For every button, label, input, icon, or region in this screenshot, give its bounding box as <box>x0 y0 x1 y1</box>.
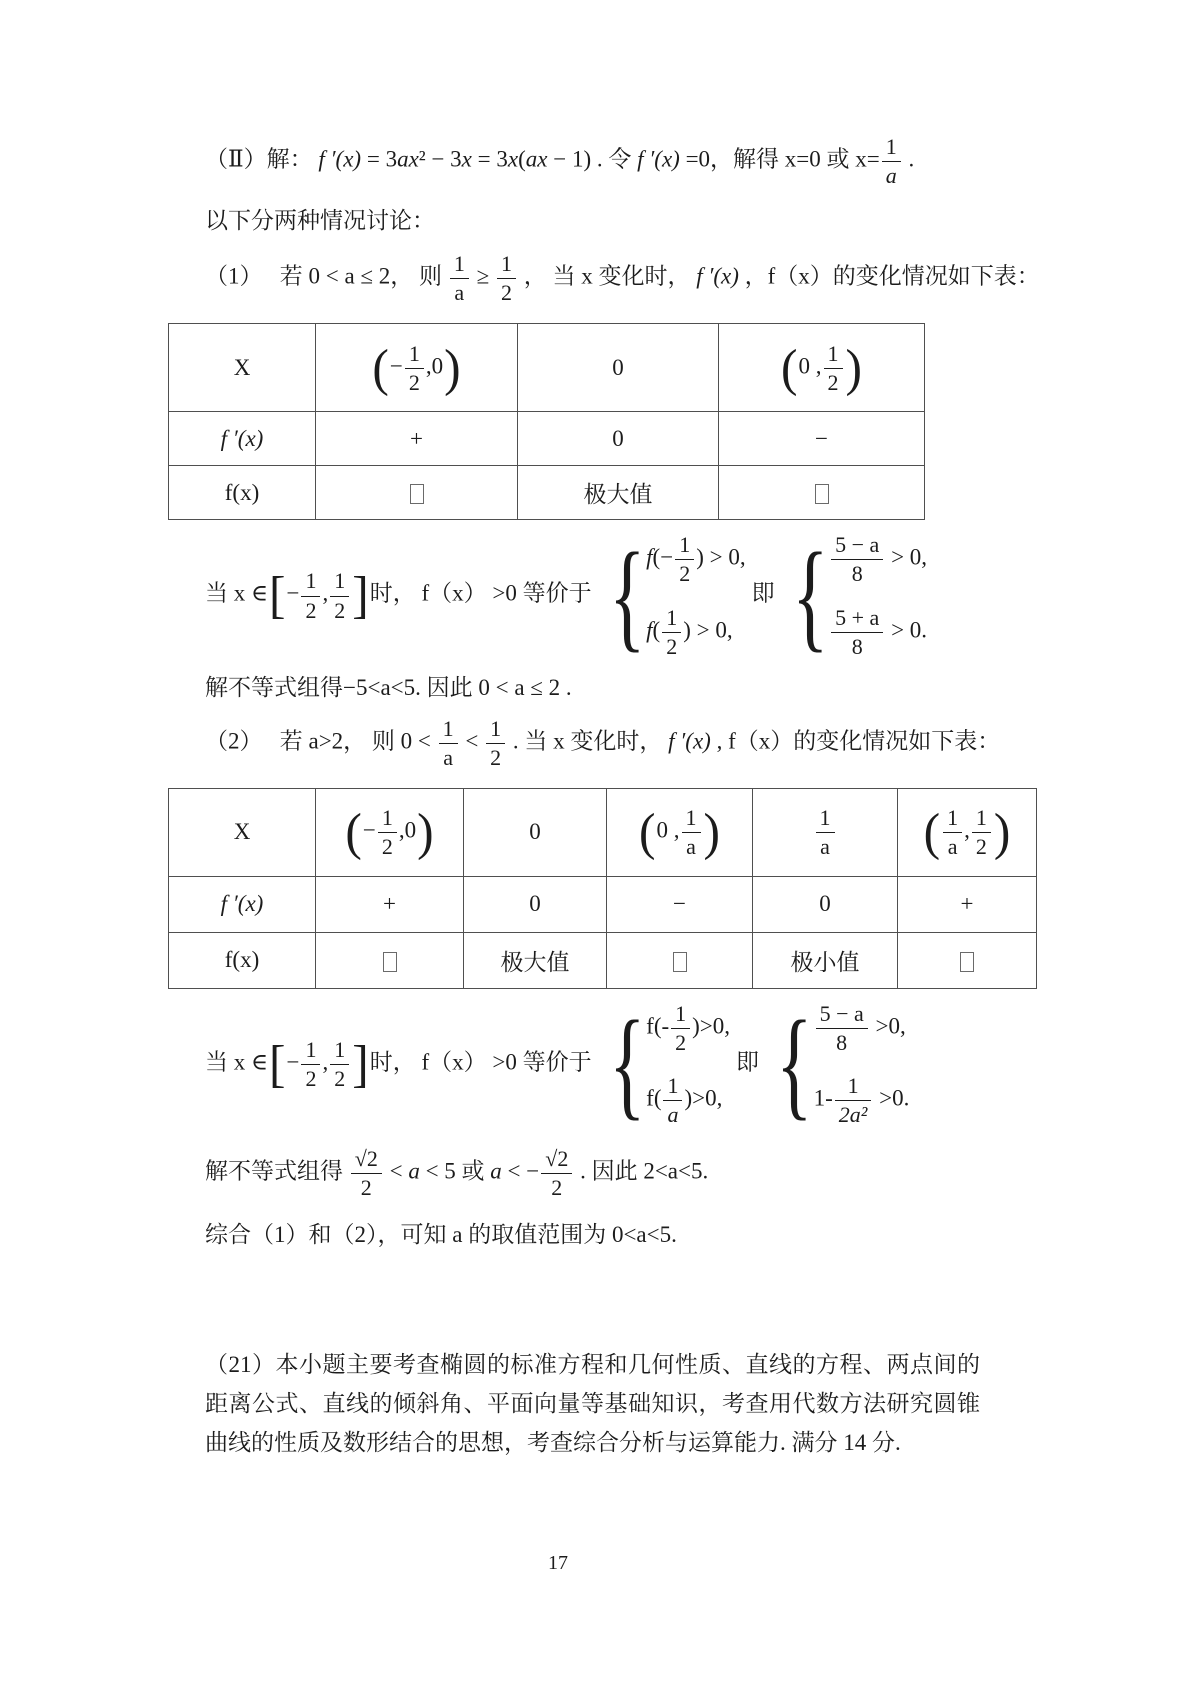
fraction-numerator: 1 <box>486 716 505 744</box>
math-text: X <box>233 354 251 380</box>
big-delimiter: [ <box>269 565 286 624</box>
fraction-numerator: 1 <box>497 251 516 279</box>
fraction <box>831 532 883 586</box>
fraction-denominator: 2a² <box>838 1102 868 1128</box>
big-delimiter: ( <box>372 338 389 396</box>
math-text: 综合（1）和（2），可知 a 的取值范围为 0<a<5. <box>205 1222 677 1247</box>
math-variable: f <box>646 544 653 570</box>
math-text: (− <box>652 544 674 570</box>
fraction-numerator: √2 <box>351 1146 382 1174</box>
math-text: + <box>410 425 423 451</box>
fraction-denominator: 2 <box>408 369 420 395</box>
table-cell <box>464 876 607 932</box>
case-1-inequality-system <box>205 527 1068 663</box>
math-text: + <box>960 891 974 917</box>
missing-glyph-box <box>815 484 829 504</box>
math-text: 0 <box>529 819 541 845</box>
big-delimiter: ( <box>923 802 941 861</box>
table-row <box>169 788 1037 876</box>
table-cell <box>753 932 898 988</box>
math-text: . <box>902 146 915 172</box>
fraction <box>330 1037 349 1091</box>
fraction-numerator: 1 <box>378 805 397 833</box>
table-cell <box>169 876 316 932</box>
math-text: > 0. <box>885 617 928 643</box>
math-text: （1） 若 0 < a ≤ 2， 则 <box>205 263 448 289</box>
big-delimiter: ) <box>845 338 862 396</box>
left-brace: { <box>776 996 813 1132</box>
fraction-denominator: a <box>885 163 897 189</box>
missing-glyph-box <box>960 952 974 972</box>
fraction-denominator: 2 <box>666 633 678 659</box>
fraction <box>662 605 681 659</box>
variation-table-case-2 <box>168 788 1037 989</box>
case-discussion-intro <box>205 204 1068 239</box>
fraction-numerator: 1 <box>882 134 901 162</box>
fraction-numerator: √2 <box>541 1146 572 1174</box>
fraction-numerator: 1 <box>824 341 843 369</box>
math-text: >0, <box>869 1013 906 1039</box>
math-text: 0 , <box>656 817 680 843</box>
big-delimiter: ) <box>993 802 1011 861</box>
fraction-denominator: 8 <box>836 1030 848 1056</box>
big-delimiter: ] <box>352 565 369 624</box>
math-text: , <box>322 580 329 606</box>
fraction <box>439 716 458 770</box>
math-text: , <box>322 1049 329 1075</box>
table-cell <box>719 466 925 520</box>
math-text: >0. <box>873 1085 910 1111</box>
math-text: ,0 <box>425 353 444 379</box>
math-text: )>0, <box>684 1085 723 1111</box>
fraction-denominator: a <box>667 1102 679 1128</box>
fraction-numerator: 1 <box>330 568 349 596</box>
table-cell <box>753 788 898 876</box>
math-text: 当 x ∈ <box>205 1049 269 1075</box>
math-variable: f <box>646 617 653 643</box>
fraction-denominator: 2 <box>551 1174 563 1200</box>
fraction-denominator: a <box>443 744 454 770</box>
table-cell <box>753 876 898 932</box>
table-cell <box>898 876 1037 932</box>
math-text: < 5 或 <box>419 1158 491 1184</box>
big-delimiter: ) <box>703 802 720 861</box>
big-delimiter: ( <box>639 802 656 861</box>
fraction-denominator: 2 <box>827 369 839 395</box>
math-variable: x <box>507 146 519 172</box>
fraction-numerator: 1 <box>301 1037 320 1065</box>
math-variable: f ′(x) <box>637 146 680 172</box>
system-row <box>814 1071 910 1129</box>
fraction <box>405 341 424 395</box>
math-text: 极小值 <box>790 949 860 975</box>
table-row <box>169 466 925 520</box>
math-text: − 1) . 令 <box>547 146 638 172</box>
math-text: 即 <box>751 580 775 606</box>
table-cell <box>464 932 607 988</box>
big-delimiter: ( <box>345 802 362 861</box>
fraction-numerator: 1 <box>450 251 469 279</box>
math-text: 极大值 <box>500 949 570 975</box>
table-cell <box>169 932 316 988</box>
math-text: =0，解得 x=0 或 x= <box>679 146 880 172</box>
math-text: 极大值 <box>583 482 653 508</box>
case-2-condition <box>205 714 1068 772</box>
fraction-numerator: 1 <box>675 532 694 560</box>
math-variable: f ′(x) <box>696 263 739 289</box>
math-text: − <box>673 891 686 917</box>
math-text: 0 <box>819 891 831 917</box>
system-row <box>646 999 730 1057</box>
fraction-denominator: 2 <box>334 597 346 623</box>
fraction-numerator: 1 <box>943 805 962 833</box>
math-text: f(x) <box>224 947 260 973</box>
fraction <box>497 251 516 305</box>
math-text: ) > 0, <box>696 544 746 570</box>
page-number: 17 <box>548 1552 568 1574</box>
table-cell <box>169 412 316 466</box>
inequality-system <box>598 527 746 663</box>
fraction <box>816 1001 868 1055</box>
big-delimiter: ) <box>417 802 434 861</box>
table-cell <box>169 788 316 876</box>
inequality-system <box>598 996 731 1132</box>
table-row <box>169 412 925 466</box>
fraction-denominator: 2 <box>975 834 987 860</box>
math-variable: f ′(x) <box>220 891 264 917</box>
table-cell <box>316 788 464 876</box>
math-text: ≥ <box>470 263 495 289</box>
fraction <box>671 1001 690 1055</box>
math-text: , <box>964 817 970 843</box>
math-text: 0 <box>612 425 624 451</box>
math-text: . 因此 2<a<5. <box>574 1158 709 1184</box>
fraction-numerator: 1 <box>682 805 701 833</box>
math-text: 0 <box>612 354 624 380</box>
table-cell <box>316 932 464 988</box>
fraction <box>663 1073 682 1127</box>
system-rows <box>829 530 927 661</box>
fraction-numerator: 1 <box>662 605 681 633</box>
table-cell <box>464 788 607 876</box>
fraction <box>486 716 505 770</box>
big-delimiter: [ <box>269 1034 286 1093</box>
fraction-numerator: 1 <box>663 1073 682 1101</box>
fraction-numerator: 1 <box>835 1073 872 1101</box>
table-cell <box>719 324 925 412</box>
fraction-numerator: 1 <box>301 568 320 596</box>
math-text: X <box>233 819 251 845</box>
fraction <box>831 605 883 659</box>
math-text: （2） 若 a>2， 则 0 < <box>205 727 437 753</box>
case-1-condition <box>205 249 1068 307</box>
math-text: ( <box>518 146 526 172</box>
fraction-denominator: 8 <box>851 561 863 587</box>
math-text: − <box>286 1049 300 1075</box>
variation-table-case-1 <box>168 323 925 520</box>
system-row <box>829 603 927 661</box>
left-brace: { <box>608 527 646 663</box>
table-row <box>169 932 1037 988</box>
system-row <box>814 999 910 1057</box>
table-cell <box>719 412 925 466</box>
table-cell <box>316 324 518 412</box>
math-variable: a <box>408 1158 420 1184</box>
math-text: 0 <box>529 891 541 917</box>
fraction-numerator: 5 + a <box>831 605 883 633</box>
fraction-numerator: 1 <box>816 805 835 833</box>
system-row <box>646 530 745 588</box>
table-cell <box>898 932 1037 988</box>
fraction-numerator: 1 <box>671 1001 690 1029</box>
missing-glyph-box <box>383 952 397 972</box>
fraction-denominator: 2 <box>305 597 317 623</box>
left-brace: { <box>791 527 829 663</box>
table-cell <box>518 324 719 412</box>
math-text: )>0, <box>692 1013 731 1039</box>
math-text: ， 当 x 变化时， <box>517 263 697 289</box>
math-text: , f（x）的变化情况如下表： <box>710 727 1001 753</box>
math-text: < − <box>501 1158 540 1184</box>
table-cell <box>316 412 518 466</box>
fraction-numerator: 1 <box>439 716 458 744</box>
math-variable: ax <box>525 146 548 172</box>
math-text: − <box>389 353 403 379</box>
math-variable: ax <box>397 146 419 172</box>
fraction-numerator: 1 <box>330 1037 349 1065</box>
fraction <box>378 805 397 859</box>
math-text: ² − 3 <box>418 146 462 172</box>
fraction-denominator: 2 <box>675 1030 687 1056</box>
table-cell <box>898 788 1037 876</box>
table-cell <box>169 466 316 520</box>
table-cell <box>607 876 753 932</box>
missing-glyph-box <box>410 484 424 504</box>
math-variable: f ′(x) <box>220 425 264 451</box>
question-21-description <box>205 1345 980 1462</box>
table-row <box>169 324 925 412</box>
system-rows <box>814 999 910 1130</box>
table-cell <box>316 876 464 932</box>
math-text: ，f（x）的变化情况如下表： <box>738 263 1040 289</box>
math-text: = 3 <box>361 146 398 172</box>
fraction-numerator: 5 − a <box>816 1001 868 1029</box>
fraction <box>835 1073 872 1127</box>
system-rows <box>646 530 745 661</box>
math-text: = 3 <box>471 146 508 172</box>
system-row <box>646 603 745 661</box>
fraction <box>450 251 469 305</box>
math-text: < <box>459 727 485 753</box>
fraction-denominator: 2 <box>334 1066 346 1092</box>
math-text: 解不等式组得 <box>205 1158 349 1184</box>
fraction <box>301 1037 320 1091</box>
fraction <box>351 1146 382 1200</box>
table-cell <box>518 466 719 520</box>
math-text: − <box>815 425 828 451</box>
fraction <box>943 805 962 859</box>
fraction-denominator: 2 <box>679 561 691 587</box>
math-text: （21）本小题主要考查椭圆的标准方程和几何性质、直线的方程、两点间的距离公式、直线的倾斜角、平面向量等基础知识，考查用代数方法研究圆锥曲线的性质及数形结合的思想，考查综合分析与运算能力. 满分 14 分. <box>205 1351 980 1455</box>
fraction <box>541 1146 572 1200</box>
fraction-numerator: 1 <box>972 805 991 833</box>
fraction <box>301 568 320 622</box>
fraction-denominator: 2 <box>381 834 393 860</box>
left-brace: { <box>608 996 646 1132</box>
fraction-denominator: a <box>820 834 830 860</box>
math-text: 0 , <box>798 353 822 379</box>
table-cell <box>607 932 753 988</box>
missing-glyph-box <box>673 952 687 972</box>
math-variable: f ′(x) <box>318 146 362 172</box>
fraction-denominator: 8 <box>851 633 863 659</box>
math-text: − <box>362 817 376 843</box>
math-text: ) > 0, <box>683 617 733 643</box>
fraction <box>682 805 701 859</box>
math-text: f( <box>646 1085 662 1111</box>
math-text: 当 x ∈ <box>205 580 269 606</box>
table-cell <box>607 788 753 876</box>
case-2-solution <box>205 1144 1068 1202</box>
table-cell <box>316 466 518 520</box>
math-variable: x <box>461 146 472 172</box>
case-1-conclusion <box>205 671 1068 706</box>
fraction-numerator: 1 <box>405 341 424 369</box>
fraction-denominator: a <box>947 834 958 860</box>
math-text: 1- <box>813 1085 833 1111</box>
math-text: f(- <box>646 1013 670 1039</box>
fraction <box>882 134 901 188</box>
math-text: − <box>286 580 300 606</box>
solution-step-2-intro <box>205 132 1068 190</box>
big-delimiter: ] <box>352 1034 369 1093</box>
fraction-denominator: 2 <box>360 1174 372 1200</box>
fraction <box>816 805 835 859</box>
math-text: 即 <box>736 1049 760 1075</box>
math-variable: a <box>490 1158 502 1184</box>
math-text: > 0, <box>885 544 928 570</box>
math-text: < <box>383 1158 409 1184</box>
fraction-denominator: 2 <box>490 744 502 770</box>
system-row <box>646 1071 730 1129</box>
math-text: + <box>383 891 396 917</box>
fraction-denominator: 2 <box>500 280 512 306</box>
inequality-system <box>781 527 928 663</box>
math-text: 时， f（x） >0 等价于 <box>369 580 592 606</box>
math-text: f(x) <box>224 479 260 505</box>
fraction <box>824 341 843 395</box>
math-text: . 当 x 变化时， <box>507 727 669 753</box>
system-row <box>829 530 927 588</box>
big-delimiter: ( <box>781 338 798 396</box>
math-text: 以下分两种情况讨论： <box>205 208 435 234</box>
fraction-denominator: a <box>454 280 465 306</box>
math-text: ,0 <box>398 817 417 843</box>
combined-conclusion <box>205 1218 1068 1253</box>
table-row <box>169 876 1037 932</box>
fraction <box>675 532 694 586</box>
math-text: （Ⅱ）解： <box>205 146 319 172</box>
inequality-system <box>765 996 910 1132</box>
fraction <box>972 805 991 859</box>
fraction-numerator: 5 − a <box>831 532 883 560</box>
case-2-inequality-system <box>205 996 1068 1132</box>
math-variable: f ′(x) <box>668 727 711 753</box>
big-delimiter: ) <box>444 338 461 396</box>
table-cell <box>518 412 719 466</box>
fraction-denominator: 2 <box>305 1066 317 1092</box>
fraction-denominator: a <box>686 834 696 860</box>
math-text: 时， f（x） >0 等价于 <box>369 1049 592 1075</box>
math-text: ( <box>652 617 661 643</box>
math-text: 解不等式组得−5<a<5. 因此 0 < a ≤ 2 . <box>205 675 572 700</box>
system-rows <box>646 999 730 1130</box>
page-content <box>168 132 1068 1462</box>
table-cell <box>169 324 316 412</box>
fraction <box>330 568 349 622</box>
